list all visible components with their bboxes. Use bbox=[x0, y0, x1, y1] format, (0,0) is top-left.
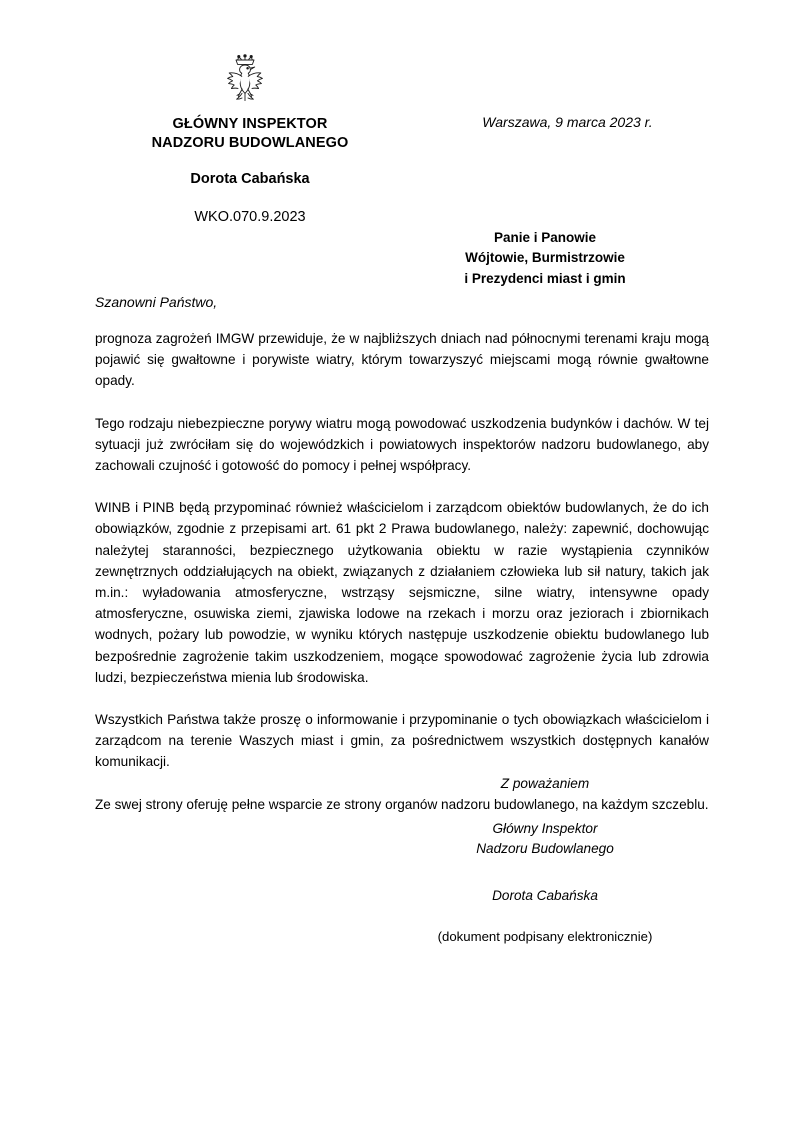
letterhead-title-line2: NADZORU BUDOWLANEGO bbox=[151, 135, 349, 152]
body-paragraph-5: Ze swej strony oferuję pełne wsparcie ze strony organów nadzoru budowlanego, na każdym szczeblu. bbox=[95, 796, 709, 812]
closing-block bbox=[395, 776, 695, 944]
addressee-line-2: Wójtowie, Burmistrzowie bbox=[465, 250, 625, 266]
body-paragraph-2: Tego rodzaju niebezpieczne porywy wiatru mogą powodować uszkodzenia budynków i dachów. W tej sytuacji już zwróciłam się do wojewódzkich i powiatowych inspektorów nadzoru budowlanego, aby zachowali czujność i gotowość do pomocy i pełnej współpracy. bbox=[95, 415, 709, 474]
signature-office bbox=[395, 819, 695, 858]
letterhead bbox=[95, 115, 405, 225]
body-paragraph-3: WINB i PINB będą przypominać również właścicielom i zarządcom obiektów budowlanych, że do ich obowiązków, zgodnie z przepisami art. 61 pkt 2 Prawa budowlanego, należy: zapewnić, dochowując należytej staranności, bezpiecznego użytkowania obiektu w razie wystąpienia czynników zewnętrznych oddziałujących na obiekt, związanych z działaniem człowieka lub sił natury, takich jak m.in.: wyładowania atmosferyczne, wstrząsy sejsmiczne, silne wiatry, intensywne opady atmosferyczne, osuwiska ziemi, zjawiska lodowe na rzekach i morzu oraz jeziorach i zbiornikach wodnych, pożary lub powodzie, w wyniku których następuje uszkodzenie obiektu budowlanego lub bezpośrednie zagrożenie takim uszkodzeniem, mogące spowodować zagrożenie życia lub zdrowia ludzi, bezpieczeństwa mienia lub środowiska. bbox=[95, 500, 709, 685]
emblem-container bbox=[0, 48, 800, 115]
signature-office-line1: Główny Inspektor bbox=[492, 821, 598, 836]
letter-reference-number: WKO.070.9.2023 bbox=[194, 208, 306, 225]
letterhead-name: Dorota Cabańska bbox=[190, 170, 310, 187]
body-paragraph-1: prognoza zagrożeń IMGW przewiduje, że w najbliższych dniach nad północnymi terenami kraju mogą pojawić się gwałtowne i porywiste wiatry, którym towarzyszyć miejscami mogą równie gwałtowne opady. bbox=[95, 331, 709, 389]
closing-regards: Z poważaniem bbox=[500, 776, 590, 791]
salutation: Szanowni Państwo, bbox=[95, 294, 218, 310]
addressee-line-3: i Prezydenci miast i gmin bbox=[464, 270, 626, 286]
signature-name: Dorota Cabańska bbox=[492, 888, 598, 904]
body-paragraph-4: Wszystkich Państwa także proszę o informowanie i przypominanie o tych obowiązkach właścicielom i zarządcom na terenie Waszych miast i gmin, za pośrednictwem wszystkich dostępnych kanałów komunikacji. bbox=[95, 712, 709, 770]
page-title bbox=[95, 115, 405, 154]
letterhead-title-line1: GŁÓWNY INSPEKTOR bbox=[172, 116, 328, 132]
electronic-signature-note: (dokument podpisany elektronicznie) bbox=[437, 929, 653, 945]
addressee-block bbox=[395, 228, 695, 289]
addressee-line-1: Panie i Panowie bbox=[493, 230, 597, 245]
signature-office-line2: Nadzoru Budowlanego bbox=[476, 840, 614, 856]
place-and-date: Warszawa, 9 marca 2023 r. bbox=[482, 114, 653, 130]
polish-eagle-emblem-icon bbox=[214, 48, 276, 115]
letter-body bbox=[95, 328, 709, 836]
